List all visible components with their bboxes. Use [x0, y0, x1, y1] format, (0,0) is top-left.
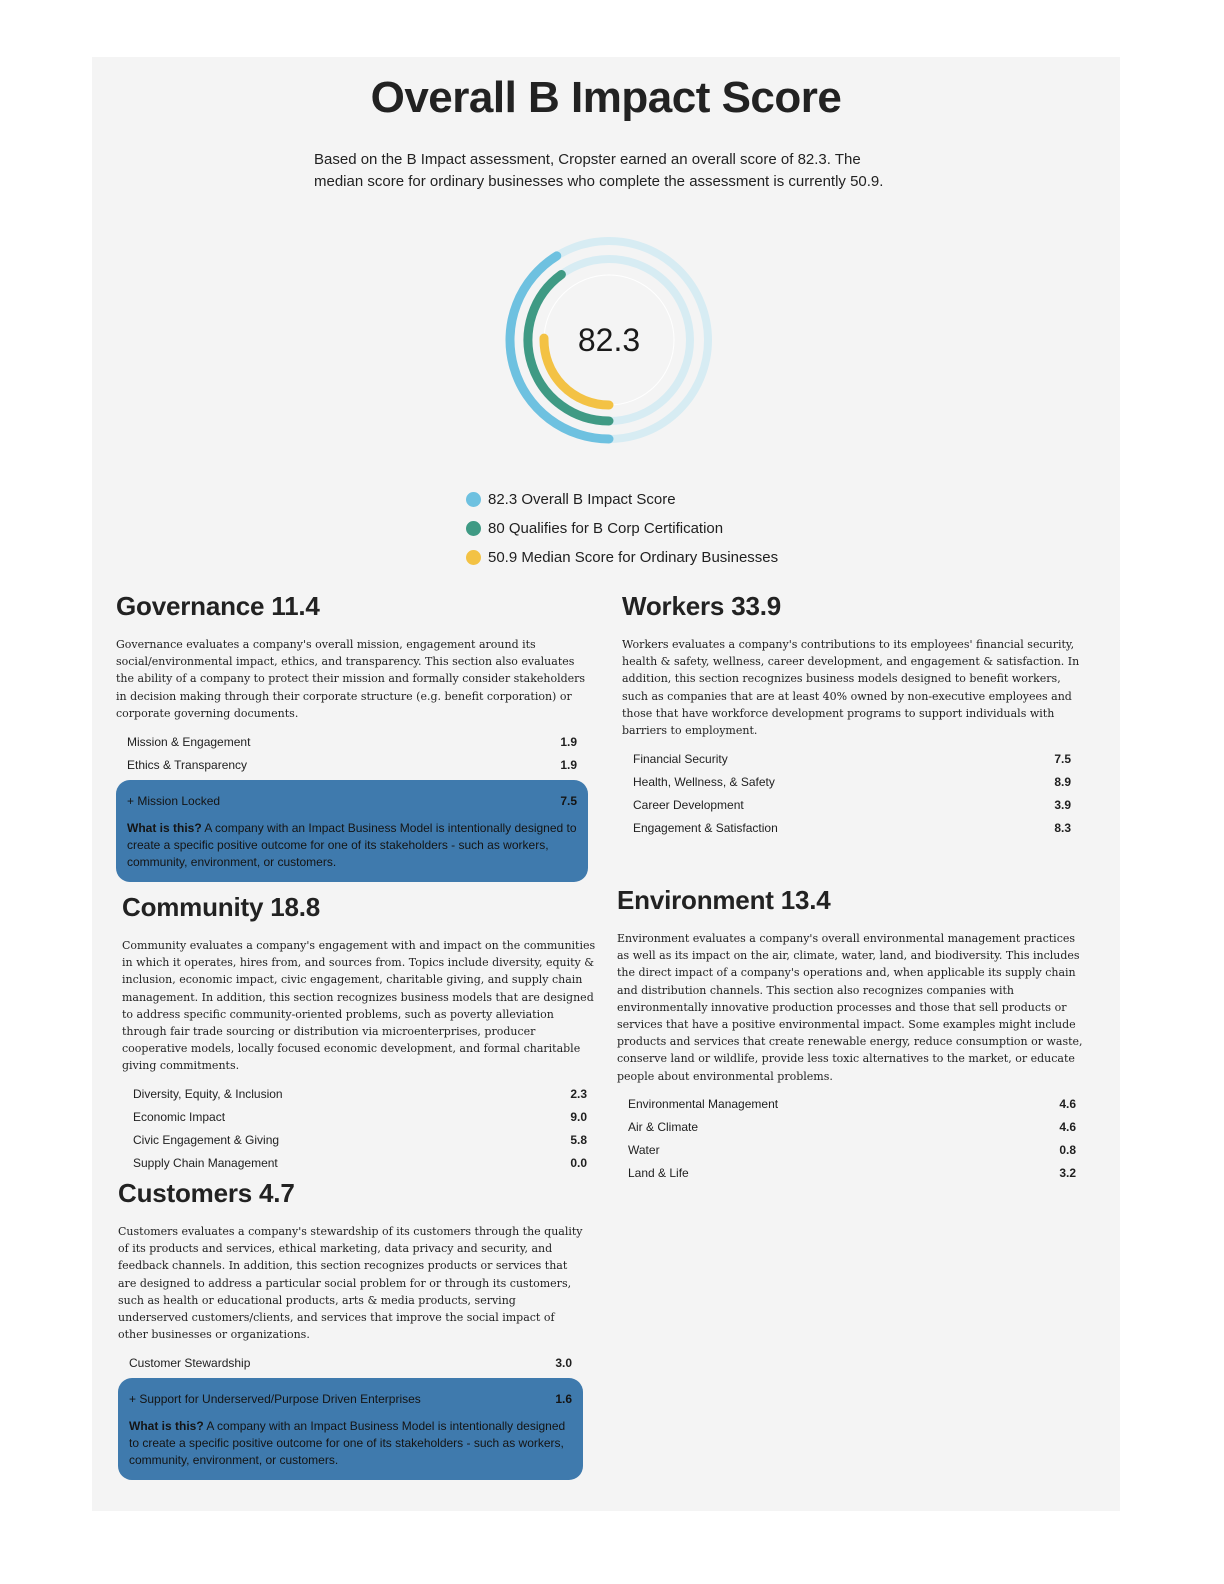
- metric-row: [122, 1152, 598, 1175]
- legend-item: [466, 485, 778, 514]
- governance-section: [116, 591, 588, 882]
- impact-value: 1.6: [555, 1392, 572, 1407]
- workers-section: [622, 591, 1082, 839]
- environment-title: Environment 13.4: [617, 885, 831, 915]
- community-section: [122, 892, 598, 1175]
- metric-row: [122, 1129, 598, 1152]
- community-metrics: [122, 1083, 598, 1175]
- score-legend: [466, 485, 778, 572]
- intro-paragraph: Based on the B Impact assessment, Cropster earned an overall score of 82.3. The median score for ordinary businesses who complete the assessment is currently 50.9.: [314, 151, 884, 190]
- impact-question: What is this?: [129, 1419, 204, 1434]
- legend-dot-certification: [466, 521, 481, 536]
- impact-explanation: [127, 820, 577, 871]
- legend-label: 50.9 Median Score for Ordinary Businesses: [488, 549, 779, 566]
- metric-label: Economic Impact: [133, 1110, 226, 1125]
- metric-value: 0.8: [1059, 1143, 1076, 1158]
- workers-metrics: [622, 747, 1082, 839]
- impact-header: [127, 790, 577, 812]
- impact-label: + Support for Underserved/Purpose Driven Enterprises: [129, 1392, 421, 1407]
- metric-value: 8.3: [1054, 820, 1071, 835]
- score-ring-chart: [504, 227, 714, 447]
- metric-label: Health, Wellness, & Safety: [633, 774, 775, 789]
- metric-row: [622, 816, 1082, 839]
- impact-header: [129, 1388, 572, 1410]
- metric-label: Air & Climate: [628, 1120, 699, 1135]
- customers-metrics: [118, 1351, 583, 1374]
- impact-explanation: [129, 1418, 572, 1469]
- legend-dot-overall: [466, 492, 481, 507]
- metric-label: Mission & Engagement: [127, 734, 251, 749]
- customers-section: [118, 1178, 583, 1480]
- metric-row: [118, 1351, 583, 1374]
- metric-value: 7.5: [1054, 751, 1071, 766]
- metric-value: 4.6: [1059, 1120, 1076, 1135]
- metric-row: [617, 1139, 1087, 1162]
- legend-item: [466, 514, 778, 543]
- metric-label: Customer Stewardship: [129, 1355, 251, 1370]
- metric-row: [122, 1106, 598, 1129]
- metric-label: Career Development: [633, 797, 744, 812]
- metric-row: [122, 1083, 598, 1106]
- metric-value: 2.3: [570, 1087, 587, 1102]
- community-title: Community 18.8: [122, 892, 321, 922]
- metric-row: [622, 747, 1082, 770]
- workers-description: Workers evaluates a company's contributions to its employees' financial security, health & safety, wellness, career development, and engagement & satisfaction. In addition, this section recognizes business models designed to benefit workers, such as companies that are at least 40% owned by non-executive employees and those that have workforce development programs to support individuals with barriers to employment.: [622, 638, 1080, 738]
- gauge-center-score: 82.3: [577, 322, 641, 358]
- impact-value: 7.5: [560, 794, 577, 809]
- governance-title: Governance 11.4: [116, 591, 320, 621]
- metric-label: Land & Life: [628, 1166, 689, 1181]
- legend-label: 80 Qualifies for B Corp Certification: [488, 520, 724, 537]
- legend-dot-median: [466, 550, 481, 565]
- metric-value: 0.0: [570, 1156, 587, 1171]
- metric-value: 9.0: [570, 1110, 587, 1125]
- metric-row: [617, 1116, 1087, 1139]
- customers-title: Customers 4.7: [118, 1178, 295, 1208]
- governance-description: Governance evaluates a company's overall mission, engagement around its social/environmental impact, ethics, and transparency. This section also evaluates the ability of a company to protect their mission and formally consider stakeholders in decision making through their corporate structure (e.g. benefit corporation) or corporate governing documents.: [116, 638, 586, 720]
- metric-label: Supply Chain Management: [133, 1156, 278, 1171]
- metric-value: 1.9: [560, 734, 577, 749]
- environment-section: [617, 885, 1087, 1185]
- metric-label: Engagement & Satisfaction: [633, 820, 778, 835]
- underserved-impact-box: [118, 1378, 583, 1480]
- metric-label: Civic Engagement & Giving: [133, 1133, 280, 1148]
- metric-value: 3.0: [555, 1355, 572, 1370]
- metric-value: 1.9: [560, 757, 577, 772]
- impact-explanation-text: A company with an Impact Business Model is intentionally designed to create a specific positive outcome for one of its stakeholders - such as workers, community, environment, or customers.: [129, 1419, 566, 1468]
- impact-explanation-text: A company with an Impact Business Model is intentionally designed to create a specific positive outcome for one of its stakeholders - such as workers, community, environment, or customers.: [127, 821, 577, 870]
- workers-title: Workers 33.9: [622, 591, 781, 621]
- metric-label: Ethics & Transparency: [127, 757, 248, 772]
- governance-metrics: [116, 730, 588, 776]
- environment-description: Environment evaluates a company's overall environmental management practices as well as its impact on the air, climate, water, land, and biodiversity. This includes the direct impact of a company's operations and, when applicable its supply chain and distribution channels. This section also recognizes companies with environmentally innovative production processes and those that sell products or services that have a positive environmental impact. Some examples might include products and services that create renewable energy, reduce consumption or waste, conserve land or wildlife, provide less toxic alternatives to the market, or educate people about environmental problems.: [617, 932, 1083, 1083]
- metric-value: 5.8: [570, 1133, 587, 1148]
- score-report-page: [92, 57, 1120, 1511]
- metric-value: 3.2: [1059, 1166, 1076, 1181]
- impact-question: What is this?: [127, 821, 202, 836]
- metric-row: [622, 770, 1082, 793]
- metric-value: 4.6: [1059, 1097, 1076, 1112]
- metric-value: 3.9: [1054, 797, 1071, 812]
- metric-row: [617, 1093, 1087, 1116]
- legend-item: [466, 543, 778, 572]
- metric-label: Water: [628, 1143, 660, 1158]
- page-title: Overall B Impact Score: [370, 73, 842, 122]
- metric-label: Diversity, Equity, & Inclusion: [133, 1087, 283, 1102]
- mission-locked-impact-box: [116, 780, 588, 882]
- metric-row: [622, 793, 1082, 816]
- metric-row: [617, 1162, 1087, 1185]
- metric-row: [116, 753, 588, 776]
- environment-metrics: [617, 1093, 1087, 1185]
- metric-value: 8.9: [1054, 774, 1071, 789]
- metric-row: [116, 730, 588, 753]
- legend-label: 82.3 Overall B Impact Score: [488, 491, 676, 508]
- impact-label: + Mission Locked: [127, 794, 221, 809]
- community-description: Community evaluates a company's engagement with and impact on the communities in which it operates, hires from, and sources from. Topics include diversity, equity & inclusion, economic impact, civic engagement, charitable giving, and supply chain management. In addition, this section recognizes business models that are designed to address specific community-oriented problems, such as poverty alleviation through fair trade sourcing or distribution via microenterprises, producer cooperative models, locally focused economic development, and formal charitable giving commitments.: [122, 939, 596, 1073]
- metric-label: Financial Security: [633, 751, 728, 766]
- customers-description: Customers evaluates a company's stewardship of its customers through the quality of its products and services, ethical marketing, data privacy and security, and feedback channels. In addition, this section recognizes products or services that are designed to address a particular social problem for or through its customers, such as health or educational products, arts & media products, serving underserved customers/clients, and services that improve the social impact of other businesses or organizations.: [118, 1225, 583, 1342]
- metric-label: Environmental Management: [628, 1097, 779, 1112]
